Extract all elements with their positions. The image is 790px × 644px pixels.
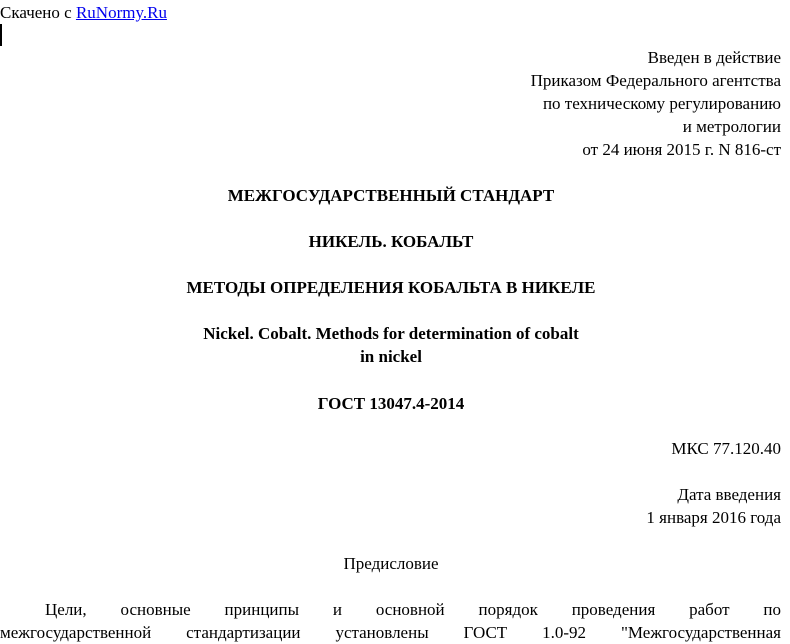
text-cursor (0, 24, 2, 46)
english-title-line-1: Nickel. Cobalt. Methods for determination of cobalt (203, 324, 579, 343)
subject-heading: НИКЕЛЬ. КОБАЛЬТ (308, 232, 474, 251)
enactment-line-1: Введен в действие (647, 48, 781, 67)
enactment-line-5: от 24 июня 2015 г. N 816-ст (582, 140, 781, 159)
english-title-line-2: in nickel (360, 347, 422, 366)
runormy-link[interactable]: RuNormy.Ru (75, 3, 167, 22)
enactment-line-2: Приказом Федерального агентства (530, 71, 781, 90)
effective-date: 1 января 2016 года (646, 508, 781, 527)
enactment-line-4: и метрологии (682, 117, 781, 136)
methods-heading: МЕТОДЫ ОПРЕДЕЛЕНИЯ КОБАЛЬТА В НИКЕЛЕ (186, 278, 596, 297)
foreword-text-2: межгосударственной стандартизации установлены ГОСТ 1.0-92 "Межгосударственная (0, 623, 781, 642)
download-source (0, 2, 167, 24)
gost-number: ГОСТ 13047.4-2014 (317, 394, 465, 413)
standard-type-heading: МЕЖГОСУДАРСТВЕННЫЙ СТАНДАРТ (227, 186, 555, 205)
foreword-text-1: Цели, основные принципы и основной порядок проведения работ по (45, 600, 781, 619)
download-prefix: Скачено с (0, 3, 72, 22)
effective-date-label: Дата введения (677, 485, 781, 504)
foreword-heading: Предисловие (343, 554, 439, 573)
foreword-paragraph-line-1 (0, 599, 781, 621)
enactment-line-3: по техническому регулированию (542, 94, 781, 113)
mks-code: МКС 77.120.40 (671, 439, 781, 458)
